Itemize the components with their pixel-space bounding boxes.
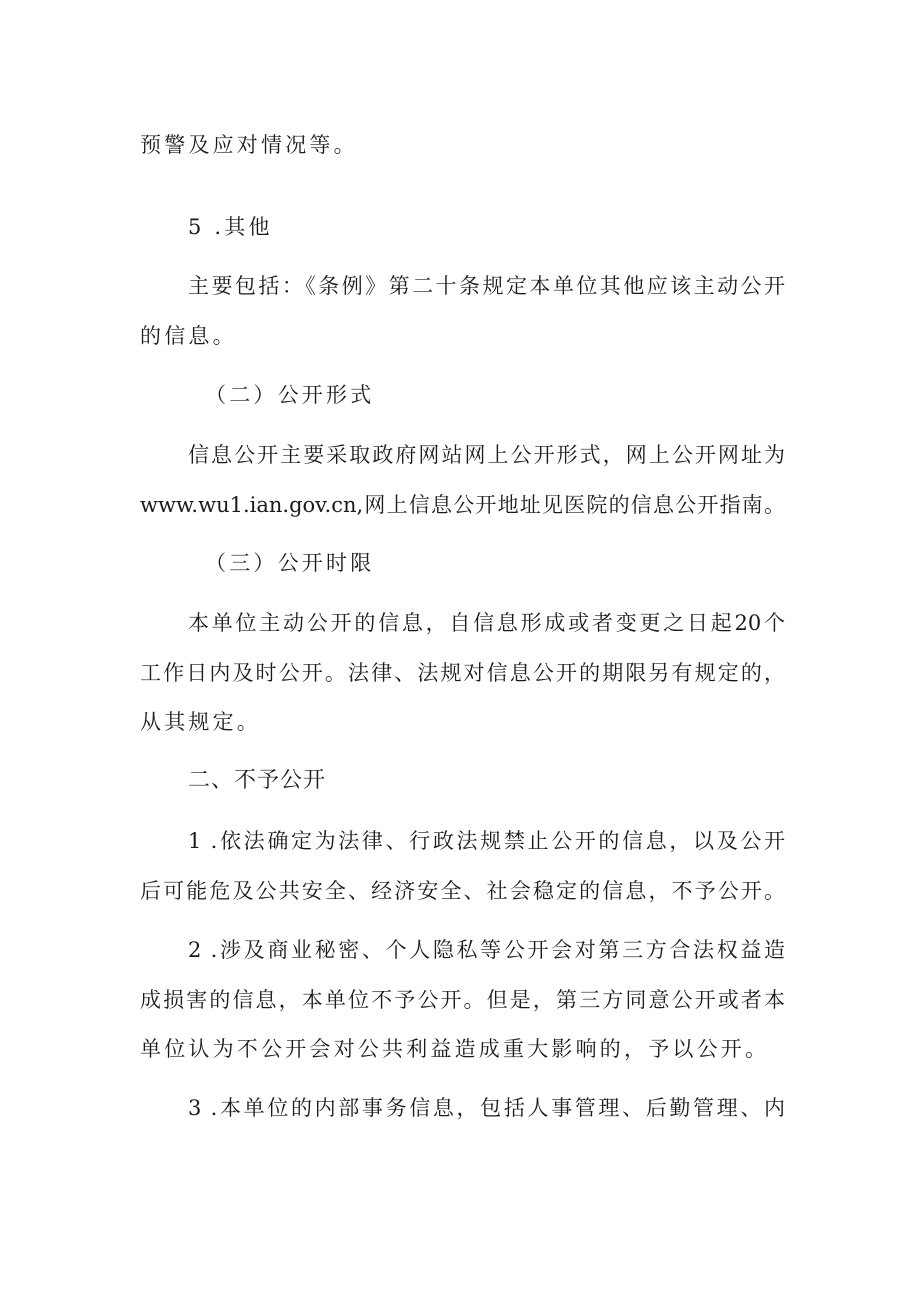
- list-item-3: 3 .本单位的内部事务信息，包括人事管理、后勤管理、内: [188, 1096, 785, 1120]
- section-item-5: 5 .其他: [188, 215, 273, 239]
- list-item-1: 1 .依法确定为法律、行政法规禁止公开的信息，以及公开: [188, 829, 785, 853]
- paragraph-line: 工作日内及时公开。法律、法规对信息公开的期限另有规定的，: [140, 661, 785, 685]
- paragraph-line: 后可能危及公共安全、经济安全、社会稳定的信息，不予公开。: [140, 879, 785, 903]
- paragraph-line-url: www.wu1.ian.gov.cn,网上信息公开地址见医院的信息公开指南。: [140, 493, 785, 517]
- paragraph-line: 单位认为不公开会对公共利益造成重大影响的，予以公开。: [140, 1037, 770, 1061]
- paragraph-line: 的信息。: [140, 324, 237, 348]
- section-heading-not-disclosed: 二、不予公开: [188, 768, 327, 793]
- subsection-title-time-limit: （三）公开时限: [205, 551, 375, 575]
- paragraph-line: 信息公开主要采取政府网站网上公开形式，网上公开网址为: [188, 443, 785, 467]
- paragraph-line: 从其规定。: [140, 710, 261, 734]
- paragraph-line: 本单位主动公开的信息，自信息形成或者变更之日起20个: [188, 611, 785, 635]
- paragraph-line: 主要包括：《条例》第二十条规定本单位其他应该主动公开: [188, 274, 785, 298]
- list-item-2: 2 .涉及商业秘密、个人隐私等公开会对第三方合法权益造: [188, 938, 785, 962]
- paragraph-line: 预警及应对情况等。: [140, 133, 358, 157]
- subsection-title-form: （二）公开形式: [205, 383, 375, 407]
- paragraph-line: 成损害的信息，本单位不予公开。但是，第三方同意公开或者本: [140, 988, 785, 1012]
